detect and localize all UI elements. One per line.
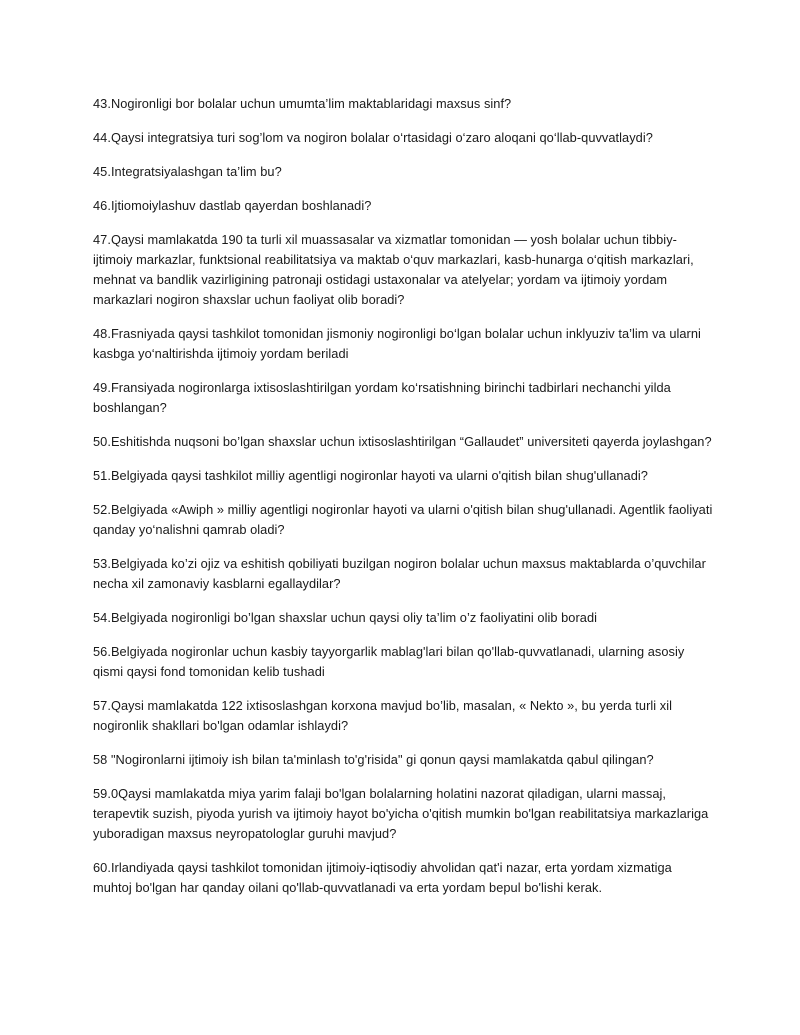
question-51: 51.Belgiyada qaysi tashkilot milliy agentligi nogironlar hayoti va ularni o'qitish bilan shug'ullanadi?	[93, 468, 648, 483]
question-43: 43.Nogironligi bor bolalar uchun umumta’lim maktablaridagi maxsus sinf?	[93, 96, 512, 111]
question-58: 58 "Nogironlarni ijtimoiy ish bilan ta'minlash to'g'risida" gi qonun qaysi mamlakatda qabul qilingan?	[93, 752, 654, 767]
question-59: 59.0Qaysi mamlakatda miya yarim falaji bo'lgan bolalarning holatini nazorat qiladigan, ularni massaj, terapevtik suzish, piyoda yurish va ijtimoiy hayot bo'yicha o'qitish mumkin bo'lgan reabilitatsiya markazlariga yuboradigan maxsus neyropatologlar guruhi mavjud?	[93, 786, 709, 841]
question-list	[93, 94, 713, 912]
question-56: 56.Belgiyada nogironlar uchun kasbiy tayyorgarlik mablag'lari bilan qo'llab-quvvatlanadi, ularning asosiy qismi qaysi fond tomonidan kelib tushadi	[93, 644, 685, 679]
question-60: 60.Irlandiyada qaysi tashkilot tomonidan ijtimoiy-iqtisodiy ahvolidan qat'i nazar, erta yordam xizmatiga muhtoj bo'lgan har qanday oilani qo'llab-quvvatlanadi va erta yordam bepul bo'lishi kerak.	[93, 860, 672, 895]
question-45: 45.Integratsiyalashgan ta’lim bu?	[93, 164, 282, 179]
question-57: 57.Qaysi mamlakatda 122 ixtisoslashgan korxona mavjud bo’lib, masalan, « Nekto », bu yerda turli xil nogironlik shakllari bo'lgan odamlar ishlaydi?	[93, 698, 673, 733]
question-46: 46.Ijtiomoiylashuv dastlab qayerdan boshlanadi?	[93, 198, 372, 213]
question-48: 48.Frasniyada qaysi tashkilot tomonidan jismoniy nogironligi bo‘lgan bolalar uchun inklyuziv ta’lim va ularni kasbga yo‘naltirishda ijtimoiy yordam beriladi	[93, 326, 701, 361]
question-53: 53.Belgiyada ko’zi ojiz va eshitish qobiliyati buzilgan nogiron bolalar uchun maxsus maktablarda o’quvchilar necha xil zamonaviy kasblarni egallaydilar?	[93, 556, 706, 591]
question-49: 49.Fransiyada nogironlarga ixtisoslashtirilgan yordam ko‘rsatishning birinchi tadbirlari nechanchi yilda boshlangan?	[93, 380, 671, 415]
question-44: 44.Qaysi integratsiya turi sog’lom va nogiron bolalar o‘rtasidagi o‘zaro aloqani qo‘llab-quvvatlaydi?	[93, 130, 653, 145]
question-54: 54.Belgiyada nogironligi bo’lgan shaxslar uchun qaysi oliy ta’lim o’z faoliyatini olib boradi	[93, 610, 598, 625]
question-50: 50.Eshitishda nuqsoni bo’lgan shaxslar uchun ixtisoslashtirilgan “Gallaudet” universiteti qayerda joylashgan?	[93, 434, 712, 449]
question-52: 52.Belgiyada «Awiph » milliy agentligi nogironlar hayoti va ularni o'qitish bilan shug'ullanadi. Agentlik faoliyati qanday yo‘nalishni qamrab oladi?	[93, 502, 713, 537]
question-47: 47.Qaysi mamlakatda 190 ta turli xil muassasalar va xizmatlar tomonidan — yosh bolalar uchun tibbiy-ijtimoiy markazlar, funktsional reabilitatsiya va maktab o‘quv markazlari, kasb-hunarga o‘qitish markazlari, mehnat va bandlik vazirligining patronaji ostidagi ustaxonalar va atelyelar; yordam va ijtimoiy yordam markazlari nogiron shaxslar uchun faoliyat olib boradi?	[93, 232, 694, 307]
